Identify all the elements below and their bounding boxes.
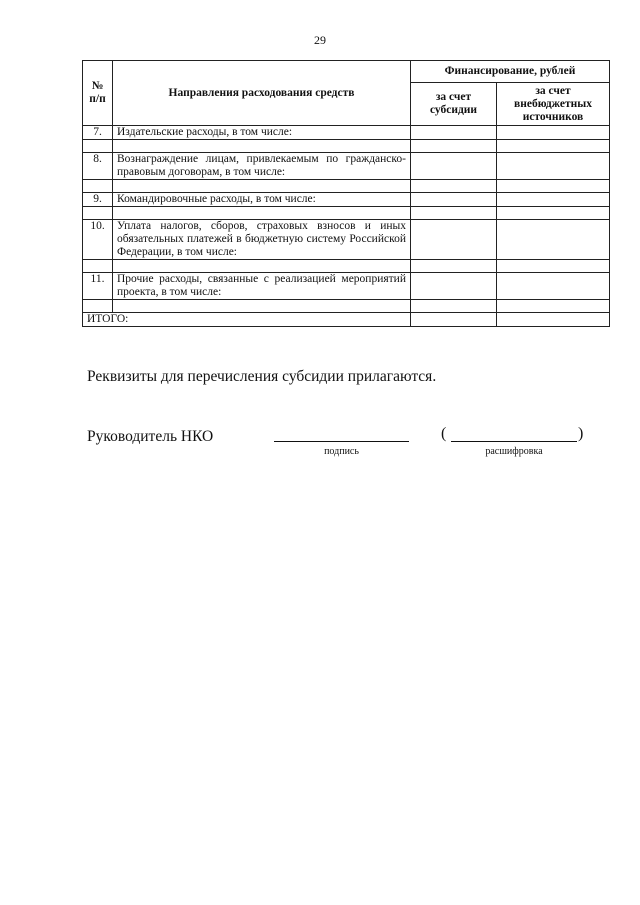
table-row-blank [83, 260, 610, 273]
table-row [83, 126, 610, 140]
table-row-blank [83, 207, 610, 220]
header-direction: Направления расходования средств [113, 61, 411, 126]
row-direction: Прочие расходы, связанные с реализацией мероприятий проекта, в том числе: [113, 273, 411, 300]
extra-budget-cell [497, 220, 610, 260]
row-number: 10. [83, 220, 113, 260]
total-row [83, 313, 610, 327]
signature-caption: подпись [324, 446, 359, 457]
subsidy-cell [411, 193, 497, 207]
header-financing: Финансирование, рублей [411, 61, 610, 83]
row-number: 8. [83, 153, 113, 180]
row-number: 9. [83, 193, 113, 207]
total-label: ИТОГО: [83, 313, 411, 327]
row-direction: Издательские расходы, в том числе: [113, 126, 411, 140]
row-number: 7. [83, 126, 113, 140]
extra-budget-cell [497, 193, 610, 207]
decode-caption: расшифровка [485, 446, 543, 457]
total-subsidy-cell [411, 313, 497, 327]
expense-table [82, 60, 610, 327]
decode-paren-open: ( [441, 425, 447, 442]
requisites-note: Реквизиты для перечисления субсидии прилагаются. [87, 368, 437, 385]
head-of-nko-label: Руководитель НКО [87, 428, 214, 445]
table-row-blank [83, 180, 610, 193]
row-direction: Вознаграждение лицам, привлекаемым по гражданско-правовым договорам, в том числе: [113, 153, 411, 180]
subsidy-cell [411, 153, 497, 180]
subsidy-cell [411, 126, 497, 140]
table-row-blank [83, 140, 610, 153]
table-row [83, 153, 610, 180]
extra-budget-cell [497, 273, 610, 300]
signature-line [274, 441, 409, 442]
table-row [83, 273, 610, 300]
header-num: № п/п [83, 61, 113, 126]
table-row [83, 220, 610, 260]
row-direction: Уплата налогов, сборов, страховых взносов и иных обязательных платежей в бюджетную систему Российской Федерации, в том числе: [113, 220, 411, 260]
row-number: 11. [83, 273, 113, 300]
total-extra-budget-cell [497, 313, 610, 327]
row-direction: Командировочные расходы, в том числе: [113, 193, 411, 207]
table-row-blank [83, 300, 610, 313]
subsidy-cell [411, 220, 497, 260]
header-extra-budget: за счет внебюджетных источников [497, 83, 610, 126]
extra-budget-cell [497, 126, 610, 140]
decode-paren-close: ) [578, 425, 584, 442]
header-subsidy: за счет субсидии [411, 83, 497, 126]
decode-line [451, 441, 577, 442]
subsidy-cell [411, 273, 497, 300]
page-number: 29 [314, 33, 326, 47]
extra-budget-cell [497, 153, 610, 180]
table-row [83, 193, 610, 207]
